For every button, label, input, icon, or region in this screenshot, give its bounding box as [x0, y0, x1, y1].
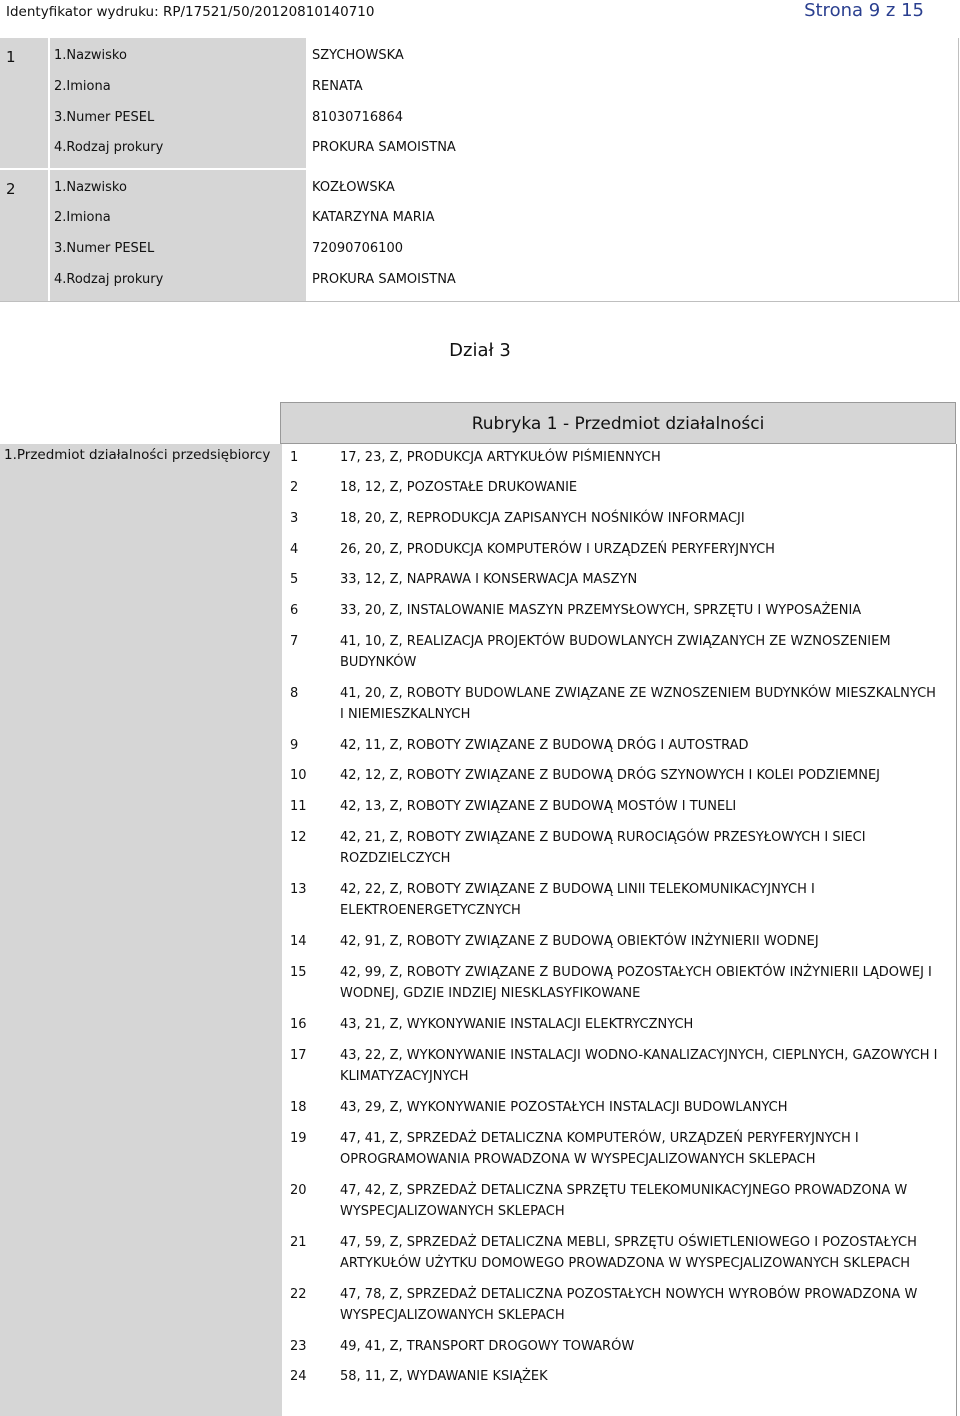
- item-number: 15: [290, 965, 307, 980]
- person-number: 2: [6, 180, 16, 198]
- item-text: 42, 13, Z, ROBOTY ZWIĄZANE Z BUDOWĄ MOSTÓW I TUNELI: [340, 799, 737, 814]
- item-text: 43, 21, Z, WYKONYWANIE INSTALACJI ELEKTRYCZNYCH: [340, 1017, 694, 1032]
- item-number: 4: [290, 542, 299, 557]
- item-text: 17, 23, Z, PRODUKCJA ARTYKUŁÓW PIŚMIENNYCH: [340, 450, 661, 465]
- item-number: 3: [290, 511, 299, 526]
- item-text: 42, 22, Z, ROBOTY ZWIĄZANE Z BUDOWĄ LINII TELEKOMUNIKACYJNYCH I ELEKTROENERGETYCZNYCH: [340, 882, 815, 918]
- item-text: 42, 21, Z, ROBOTY ZWIĄZANE Z BUDOWĄ RUROCIĄGÓW PRZESYŁOWYCH I SIECI ROZDZIELCZYCH: [340, 830, 866, 866]
- item-text: 26, 20, Z, PRODUKCJA KOMPUTERÓW I URZĄDZEŃ PERYFERYJNYCH: [340, 542, 775, 557]
- field-label: 2.Imiona: [54, 210, 111, 225]
- item-number: 19: [290, 1131, 307, 1146]
- item-text: 43, 22, Z, WYKONYWANIE INSTALACJI WODNO-KANALIZACYJNYCH, CIEPLNYCH, GAZOWYCH I KLIMATYZACYJNYCH: [340, 1048, 938, 1084]
- item-number: 24: [290, 1369, 307, 1384]
- field-label-column: [50, 38, 306, 302]
- rubric-title: Rubryka 1 - Przedmiot działalności: [280, 402, 956, 444]
- item-number: 10: [290, 768, 307, 783]
- item-text: 42, 11, Z, ROBOTY ZWIĄZANE Z BUDOWĄ DRÓG I AUTOSTRAD: [340, 738, 749, 753]
- field-label: 3.Numer PESEL: [54, 110, 155, 125]
- person-separator: [0, 168, 960, 170]
- item-number: 6: [290, 603, 299, 618]
- field-label: 1.Nazwisko: [54, 48, 127, 63]
- page-number: Strona 9 z 15: [804, 0, 924, 21]
- item-text: 18, 20, Z, REPRODUKCJA ZAPISANYCH NOŚNIKÓW INFORMACJI: [340, 511, 745, 526]
- item-text: 47, 59, Z, SPRZEDAŻ DETALICZNA MEBLI, SPRZĘTU OŚWIETLENIOWEGO I POZOSTAŁYCH ARTYKUŁÓW UŻYTKU DOMOWEGO PROWADZONA W WYSPECJALIZOWANYCH SKLEPACH: [340, 1235, 917, 1271]
- item-number: 14: [290, 934, 307, 949]
- item-text: 49, 41, Z, TRANSPORT DROGOWY TOWARÓW: [340, 1339, 635, 1354]
- item-text: 42, 99, Z, ROBOTY ZWIĄZANE Z BUDOWĄ POZOSTAŁYCH OBIEKTÓW INŻYNIERII LĄDOWEJ I WODNEJ, GDZIE INDZIEJ NIESKLASYFIKOWANE: [340, 965, 932, 1001]
- item-number: 17: [290, 1048, 307, 1063]
- item-number: 1: [290, 450, 299, 465]
- item-number: 8: [290, 686, 299, 701]
- item-number: 2: [290, 480, 299, 495]
- item-text: 58, 11, Z, WYDAWANIE KSIĄŻEK: [340, 1369, 548, 1384]
- person-number-column: [0, 38, 48, 302]
- field-value: PROKURA SAMOISTNA: [312, 140, 456, 155]
- print-identifier: Identyfikator wydruku: RP/17521/50/20120810140710: [6, 4, 375, 20]
- item-text: 18, 12, Z, POZOSTAŁE DRUKOWANIE: [340, 480, 578, 495]
- table-border: [0, 301, 960, 302]
- field-value: KATARZYNA MARIA: [312, 210, 435, 225]
- item-text: 42, 91, Z, ROBOTY ZWIĄZANE Z BUDOWĄ OBIEKTÓW INŻYNIERII WODNEJ: [340, 934, 819, 949]
- field-label: 2.Imiona: [54, 79, 111, 94]
- item-text: 33, 12, Z, NAPRAWA I KONSERWACJA MASZYN: [340, 572, 638, 587]
- field-value: 81030716864: [312, 110, 403, 125]
- item-number: 5: [290, 572, 299, 587]
- section-title: Dział 3: [449, 340, 511, 361]
- item-text: 42, 12, Z, ROBOTY ZWIĄZANE Z BUDOWĄ DRÓG SZYNOWYCH I KOLEI PODZIEMNEJ: [340, 768, 881, 783]
- rubric-field-label: 1.Przedmiot działalności przedsiębiorcy: [4, 447, 271, 463]
- field-value: PROKURA SAMOISTNA: [312, 272, 456, 287]
- persons-table: [0, 38, 960, 302]
- field-value: RENATA: [312, 79, 363, 94]
- item-text: 41, 20, Z, ROBOTY BUDOWLANE ZWIĄZANE ZE WZNOSZENIEM BUDYNKÓW MIESZKALNYCH I NIEMIESZKALNYCH: [340, 686, 936, 722]
- item-text: 47, 41, Z, SPRZEDAŻ DETALICZNA KOMPUTERÓW, URZĄDZEŃ PERYFERYJNYCH I OPROGRAMOWANIA PROWADZONA W WYSPECJALIZOWANYCH SKLEPACH: [340, 1131, 859, 1167]
- rubric-label-column: [0, 444, 282, 1416]
- item-number: 11: [290, 799, 307, 814]
- item-number: 13: [290, 882, 307, 897]
- field-value: SZYCHOWSKA: [312, 48, 404, 63]
- item-number: 7: [290, 634, 299, 649]
- item-text: 47, 78, Z, SPRZEDAŻ DETALICZNA POZOSTAŁYCH NOWYCH WYROBÓW PROWADZONA W WYSPECJALIZOWANYCH SKLEPACH: [340, 1287, 918, 1323]
- item-number: 23: [290, 1339, 307, 1354]
- item-number: 9: [290, 738, 299, 753]
- item-number: 18: [290, 1100, 307, 1115]
- field-label: 4.Rodzaj prokury: [54, 272, 164, 287]
- item-text: 33, 20, Z, INSTALOWANIE MASZYN PRZEMYSŁOWYCH, SPRZĘTU I WYPOSAŻENIA: [340, 603, 862, 618]
- item-number: 12: [290, 830, 307, 845]
- field-label: 1.Nazwisko: [54, 180, 127, 195]
- table-border: [958, 38, 959, 302]
- field-value: 72090706100: [312, 241, 403, 256]
- item-number: 16: [290, 1017, 307, 1032]
- field-label: 4.Rodzaj prokury: [54, 140, 164, 155]
- page-header: [0, 0, 960, 26]
- item-text: 43, 29, Z, WYKONYWANIE POZOSTAŁYCH INSTALACJI BUDOWLANYCH: [340, 1100, 788, 1115]
- table-border: [956, 444, 957, 1416]
- item-text: 47, 42, Z, SPRZEDAŻ DETALICZNA SPRZĘTU TELEKOMUNIKACYJNEGO PROWADZONA W WYSPECJALIZOWANYCH SKLEPACH: [340, 1183, 908, 1219]
- field-value: KOZŁOWSKA: [312, 180, 395, 195]
- item-text: 41, 10, Z, REALIZACJA PROJEKTÓW BUDOWLANYCH ZWIĄZANYCH ZE WZNOSZENIEM BUDYNKÓW: [340, 634, 891, 670]
- item-number: 22: [290, 1287, 307, 1302]
- field-label: 3.Numer PESEL: [54, 241, 155, 256]
- item-number: 20: [290, 1183, 307, 1198]
- item-number: 21: [290, 1235, 307, 1250]
- person-number: 1: [6, 48, 16, 66]
